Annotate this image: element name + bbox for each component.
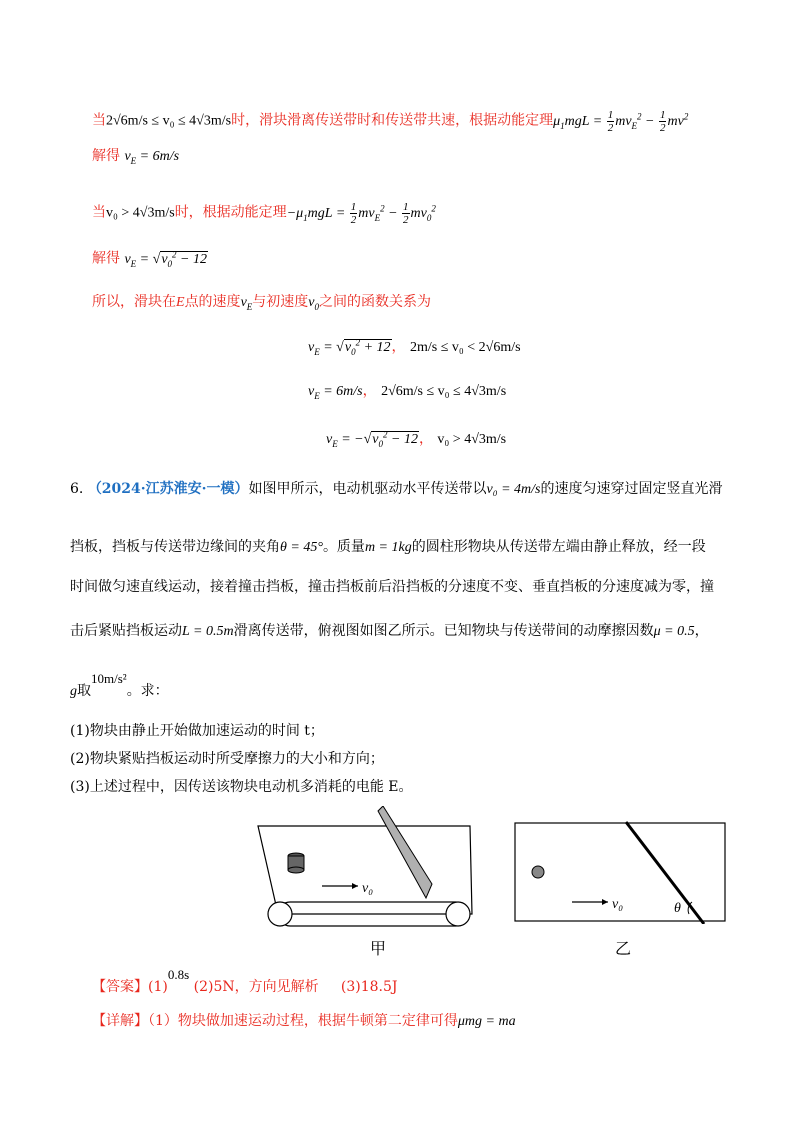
detail-tag: 【详解】 (92, 1013, 148, 1029)
problem-p5a: 取 (77, 683, 91, 699)
case2-condition: v₀ > 4√3m/s (106, 205, 175, 221)
problem-g: g (70, 684, 77, 699)
problem-theta: θ = 45° (280, 540, 323, 555)
case-row-3: $v_E = -√v_0^2 - 12$， v₀ > 4√3m/s (326, 429, 507, 449)
case1-result-label: 解得 (92, 148, 120, 164)
answer-1-value: 0.8s (167, 967, 190, 982)
case-row-1: $v_E = √v_0^2 + 12$， 2m/s ≤ v₀ < 2√6m/s (308, 337, 521, 357)
figure-jia-caption: 甲 (370, 939, 387, 958)
case1-equation: $\mu_1mgL$ = $\frac{1}{2}$ $mv_E^2$ − $\frac{1}{2}$ $mv^2$ (553, 108, 689, 134)
case2-text: 时，根据动能定理 (174, 204, 287, 221)
case2-result: $v_E = √v_0^2 - 12$ (124, 249, 207, 269)
case2-prefix: 当 (92, 204, 106, 221)
question-2: (2)物块紧贴挡板运动时所受摩擦力的大小和方向； (70, 751, 384, 767)
case1-line (92, 106, 688, 135)
problem-v0: v₀ = 4m/s (486, 482, 541, 497)
problem-p1: 如图甲所示，电动机驱动水平传送带以 (248, 481, 487, 497)
case2-line (92, 198, 436, 227)
case-row-2: $v_E = 6m/s$， 2√6m/s ≤ v₀ ≤ 4√3m/s (308, 383, 507, 401)
figure-conveyor-3d (250, 806, 480, 934)
question-1: (1)物块由静止开始做加速运动的时间 t； (70, 723, 324, 739)
summary-vE: $v_E$ (240, 295, 253, 312)
summary-E: E (176, 295, 185, 310)
detail-equation: μmg = ma (457, 1014, 516, 1029)
answer-line (92, 967, 398, 996)
problem-p5b: 。求： (126, 683, 169, 699)
problem-p4a: 击后紧贴挡板运动 (70, 623, 182, 639)
figure-yi-caption: 乙 (615, 939, 632, 958)
problem-L: L = 0.5m (182, 624, 234, 639)
summary-mid1: 点的速度 (184, 294, 241, 310)
problem-p2a: 挡板，挡板与传送带边缘间的夹角 (70, 539, 280, 555)
problem-mu: μ = 0.5 (653, 624, 695, 639)
problem-p1b: 的速度匀速穿过固定竖直光滑 (540, 481, 723, 497)
figure-yi-v0: v₀ (612, 897, 624, 912)
case1-text: 时，滑块滑离传送带时和传送带共速，根据动能定理 (231, 112, 554, 129)
case1-result: $v_E = 6m/s$ (124, 149, 180, 166)
case-row-1-range: 2m/s ≤ v₀ < 2√6m/s (409, 340, 521, 355)
problem-p4c: ， (694, 623, 709, 639)
detail-line (92, 1010, 516, 1030)
answer-3: (3)18.5J (340, 979, 398, 995)
problem-line-4 (70, 620, 709, 640)
problem-p3: 时间做匀速直线运动，接着撞击挡板，撞击挡板前后沿挡板的分速度不变、垂直挡板的分速度减为零，撞 (70, 579, 714, 595)
detail-text: （1）物块做加速运动过程，根据牛顿第二定律可得 (148, 1013, 458, 1029)
case-row-3-range: v₀ > 4√3m/s (437, 432, 507, 447)
summary-line (92, 292, 431, 317)
case-row-3-expr: $v_E = -√v_0^2 - 12$ (326, 429, 418, 449)
figure-yi-theta: θ (674, 901, 681, 916)
case-row-1-expr: $v_E = √v_0^2 + 12$ (308, 337, 391, 357)
problem-line-3 (70, 576, 714, 596)
problem-number: 6. (70, 481, 84, 497)
figure-conveyor-top (514, 820, 734, 924)
question-3: (3)上述过程中，因传送该物块电动机多消耗的电能 E。 (70, 779, 413, 795)
summary-lead: 所以，滑块在 (92, 294, 176, 310)
problem-line-5 (70, 671, 169, 700)
case2-result-line (92, 244, 208, 273)
answer-2: (2)5N，方向见解析 (193, 979, 319, 995)
case2-result-label: 解得 (92, 250, 120, 267)
problem-source: （2024·江苏淮安·一模） (87, 481, 249, 497)
problem-p4b: 滑离传送带，俯视图如图乙所示。已知物块与传送带间的动摩擦因数 (233, 623, 654, 639)
summary-mid2: 与初速度 (252, 294, 309, 310)
problem-p2b: 。质量 (322, 539, 365, 555)
problem-gval: 10m/s² (91, 671, 127, 686)
problem-line-1 (70, 478, 723, 498)
summary-tail: 之间的函数关系为 (319, 294, 431, 310)
summary-v0: $v_0$ (308, 295, 319, 312)
case1-condition: 2√6m/s ≤ v₀ ≤ 4√3m/s (106, 113, 232, 129)
answer-1: (1) (148, 979, 168, 995)
case1-prefix: 当 (92, 112, 106, 129)
problem-line-2 (70, 536, 706, 556)
figure-jia-v0: v₀ (362, 881, 374, 896)
case-row-2-range: 2√6m/s ≤ v₀ ≤ 4√3m/s (381, 384, 507, 399)
problem-p2c: 的圆柱形物块从传送带左端由静止释放，经一段 (411, 539, 706, 555)
case1-result-line (92, 146, 179, 171)
case-row-2-expr: $v_E = 6m/s$ (308, 384, 363, 401)
answer-tag: 【答案】 (92, 979, 148, 995)
problem-mass: m = 1kg (364, 540, 412, 555)
case2-equation: $-\mu_1mgL$ = $\frac{1}{2}$ $mv_E^2$ − $\frac{1}{2}$ $mv_0^2$ (286, 200, 436, 226)
